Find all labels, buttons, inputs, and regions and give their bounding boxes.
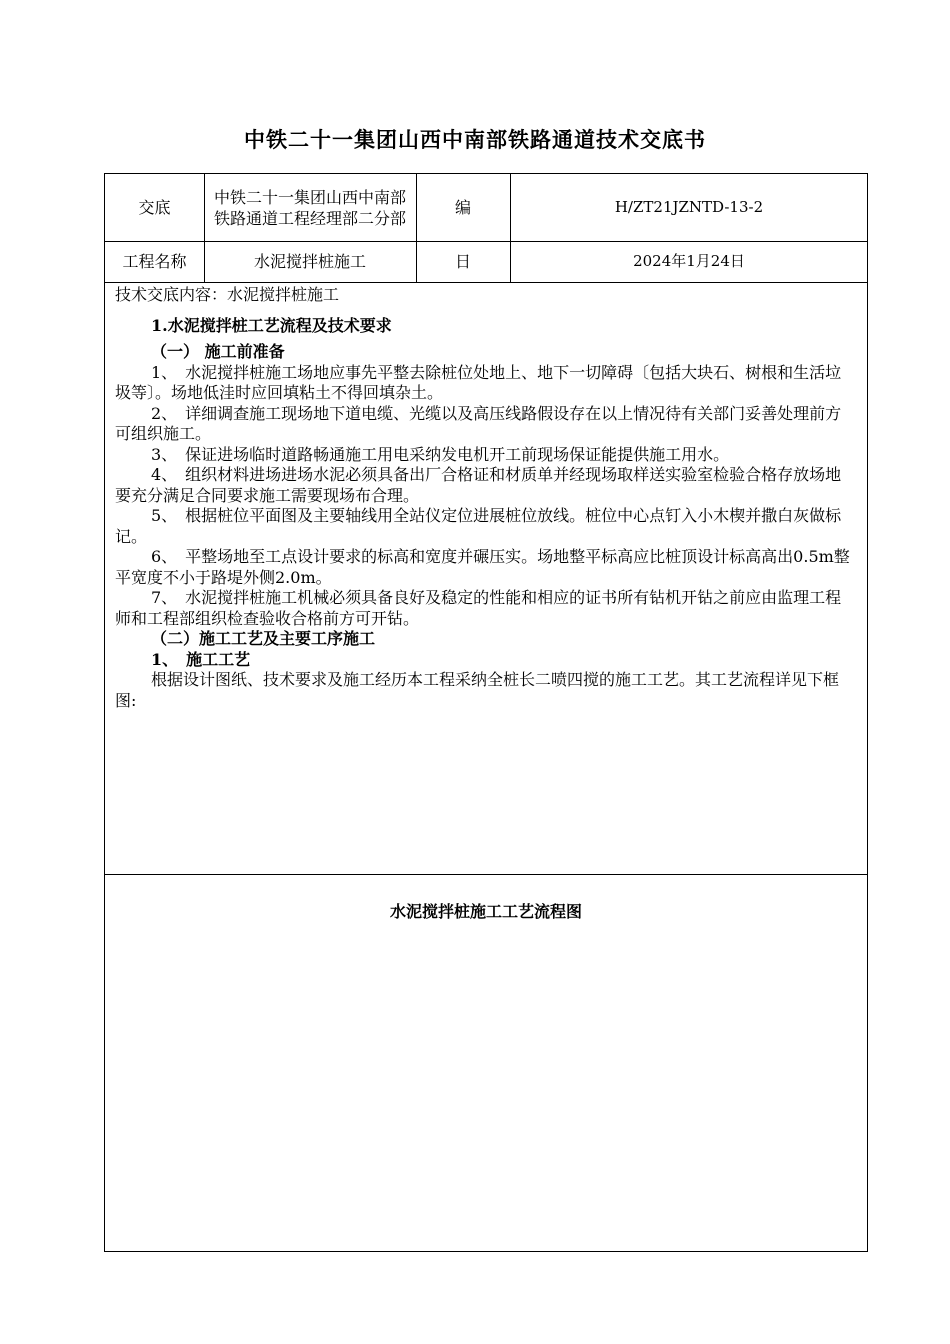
list-item: 2、 详细调查施工现场地下道电缆、光缆以及高压线路假设存在以上情况待有关部门妥善处理前方可组织施工。 — [115, 403, 842, 443]
section-heading: 1.水泥搅拌桩工艺流程及技术要求 — [151, 315, 392, 335]
subsection-heading: （一） 施工前准备 — [151, 342, 285, 361]
header-label-code: 编 — [454, 198, 471, 217]
list-item: 1、 水泥搅拌桩施工场地应事先平整去除桩位处地上、地下一切障碍〔包括大块石、树根和生活垃圾等〕。场地低洼时应回填粘土不得回填杂土。 — [115, 362, 842, 402]
paragraph: 根据设计图纸、技术要求及施工经历本工程采纳全桩长二喷四搅的施工工艺。其工艺流程详见下框图: — [115, 670, 840, 710]
list-item: 6、 平整场地至工点设计要求的标高和宽度并碾压实。场地整平标高应比桩顶设计标高高出0.5m整平宽度不小于路堤外侧2.0m。 — [115, 547, 850, 587]
list-item: 3、 保证进场临时道路畅通施工用电采纳发电机开工前现场保证能提供施工用水。 — [151, 444, 730, 464]
row-divider — [105, 282, 867, 283]
header-date: 2024年1月24日 — [633, 252, 745, 270]
list-item: 5、 根据桩位平面图及主要轴线用全站仪定位进展桩位放线。桩位中心点钉入小木楔并撒白灰做标记。 — [115, 506, 842, 546]
disclosure-content — [115, 285, 853, 711]
header-label-project: 工程名称 — [122, 252, 187, 271]
flowchart-title: 水泥搅拌桩施工工艺流程图 — [389, 902, 582, 921]
header-project-name: 水泥搅拌桩施工 — [253, 252, 366, 271]
content-intro: 技术交底内容：水泥搅拌桩施工 — [115, 285, 340, 304]
document-title: 中铁二十一集团山西中南部铁路通道技术交底书 — [244, 127, 706, 152]
header-label-date: 日 — [454, 252, 471, 271]
header-code: H/ZT21JZNTD-13-2 — [614, 198, 764, 216]
subsection-heading: （二）施工工艺及主要工序施工 — [151, 629, 376, 648]
header-label-disclosure: 交底 — [138, 198, 171, 217]
header-unit: 中铁二十一集团山西中南部铁路通道工程经理部二分部 — [213, 187, 406, 228]
list-item: 4、 组织材料进场进场水泥必须具备出厂合格证和材质单并经现场取样送实验室检验合格存放场地要充分满足合同要求施工需要现场布合理。 — [115, 465, 842, 505]
disclosure-table — [104, 173, 868, 1252]
list-item: 7、 水泥搅拌桩施工机械必须具备良好及稳定的性能和相应的证书所有钻机开钻之前应由监理工程师和工程部组织检查验收合格前方可开钻。 — [115, 588, 842, 628]
row-divider — [105, 874, 867, 875]
subsection-item-heading: 1、 施工工艺 — [151, 649, 251, 669]
